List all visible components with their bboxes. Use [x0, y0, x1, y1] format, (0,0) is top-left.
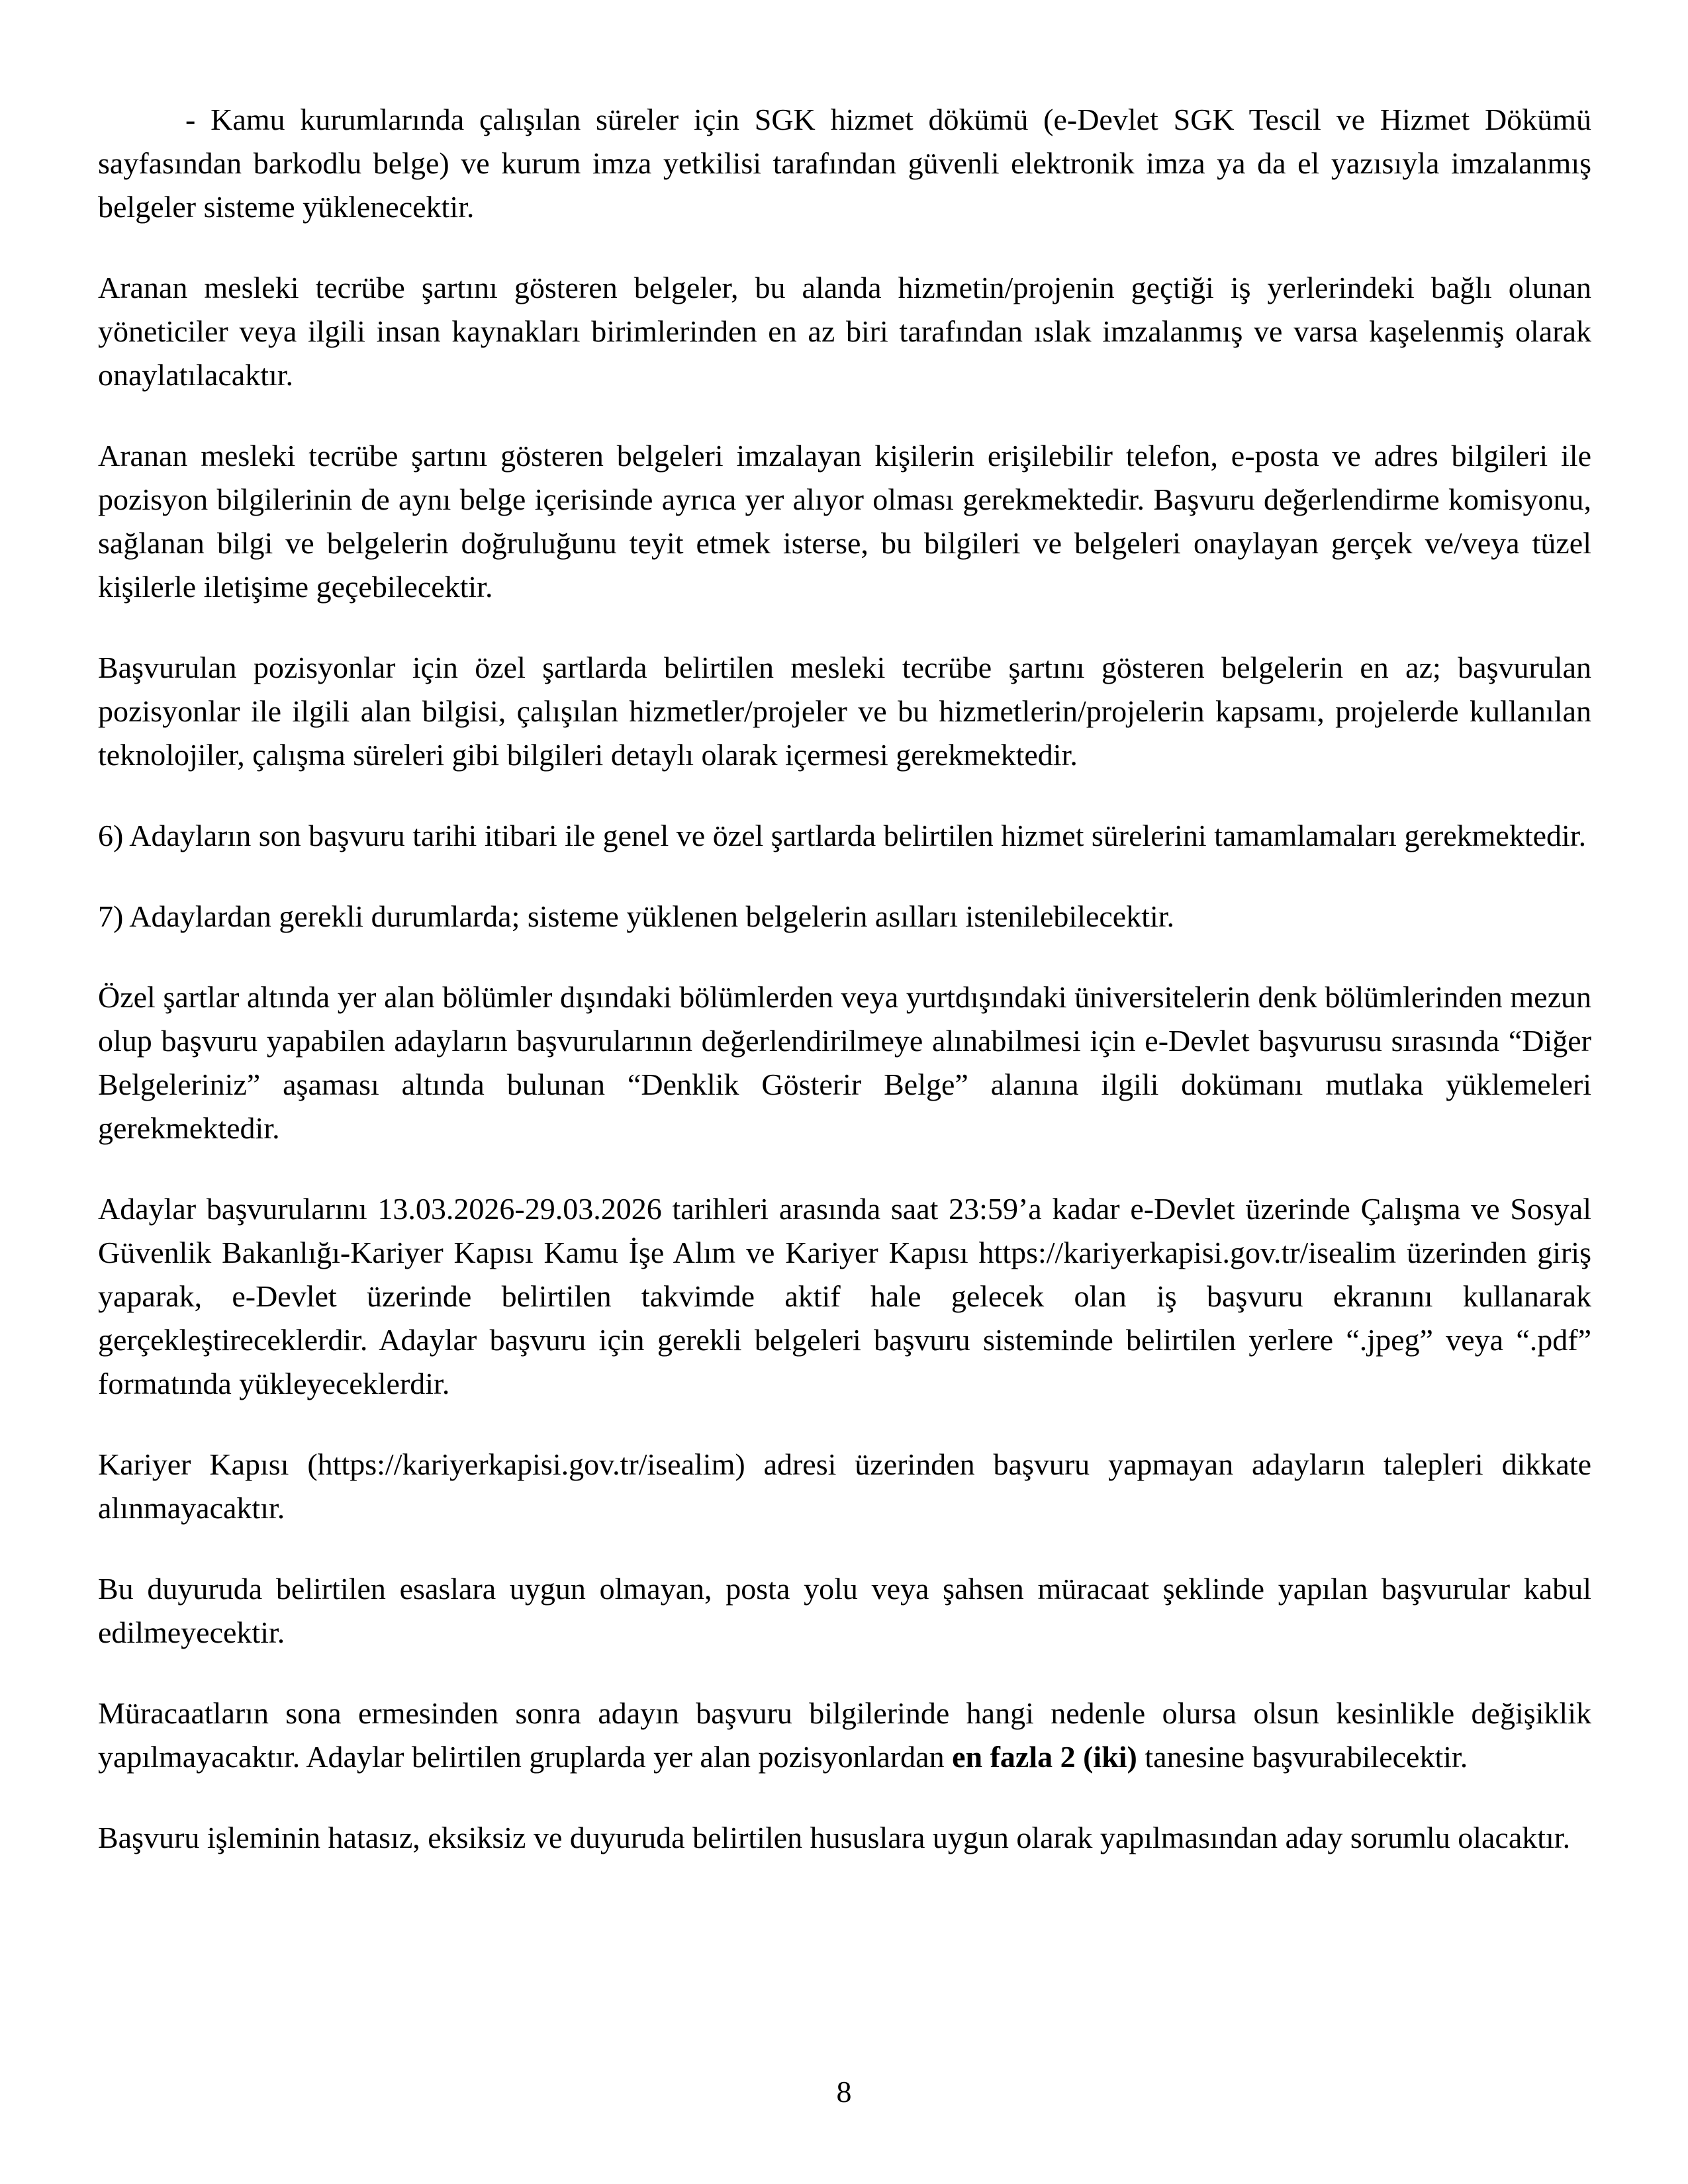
paragraph-belge-imzalayan-kisiler: Aranan mesleki tecrübe şartını gösteren belgeleri imzalayan kişilerin erişilebilir telefon, e-posta ve adres bilgileri ile pozisyon bilgilerinin de aynı belge içerisinde ayrıca yer alıyor olması gerekmektedir. Başvuru değerlendirme komisyonu, sağlanan bilgi ve belgelerin doğruluğunu teyit etmek isterse, bu bilgileri ve belgeleri onaylayan gerçek ve/veya tüzel kişilerle iletişime geçebilecektir. [98, 439, 1591, 604]
paragraph-ozel-sartlar-denklik: Özel şartlar altında yer alan bölümler dışındaki bölümlerden veya yurtdışındaki üniversitelerin denk bölümlerinden mezun olup başvuru yapabilen adayların başvurularının değerlendirilmeye alınabilmesi için e-Devlet başvurusu sırasında “Diğer Belgeleriniz” aşaması altında bulunan “Denklik Gösterir Belge” alanına ilgili dokümanı mutlaka yüklemeleri gerekmektedir. [98, 980, 1591, 1145]
paragraph-madde-6: 6) Adayların son başvuru tarihi itibari ile genel ve özel şartlarda belirtilen hizmet sürelerini tamamlamaları gerekmektedir. [98, 819, 1587, 852]
document-body [98, 98, 1591, 1860]
paragraph-basvurulan-pozisyonlar: Başvurulan pozisyonlar için özel şartlarda belirtilen mesleki tecrübe şartını gösteren belgelerin en az; başvurulan pozisyonlar ile ilgili alan bilgisi, çalışılan hizmetler/projeler ve bu hizmetlerin/projelerin kapsamı, projelerde kullanılan teknolojiler, çalışma süreleri gibi bilgileri detaylı olarak içermesi gerekmektedir. [98, 651, 1591, 772]
page-number: 8 [836, 2075, 852, 2109]
paragraph-muracaat-degisiklik-before: Müracaatların sona ermesinden sonra adayın başvuru bilgilerinde hangi nedenle olursa olsun kesinlikle değişiklik yapılmayacaktır. Adaylar belirtilen gruplarda yer alan pozisyonlardan [98, 1696, 1591, 1774]
paragraph-basvuru-sorumluluk: Başvuru işleminin hatasız, eksiksiz ve duyuruda belirtilen hususlara uygun olarak yapılmasından aday sorumlu olacaktır. [98, 1821, 1571, 1854]
paragraph-muracaat-degisiklik [98, 1692, 1591, 1779]
paragraph-muracaat-degisiklik-bold: en fazla 2 (iki) [952, 1740, 1137, 1774]
paragraph-kariyer-kapisi-adres: Kariyer Kapısı (https://kariyerkapisi.gov.tr/isealim) adresi üzerinden başvuru yapmayan adayların talepleri dikkate alınmayacaktır. [98, 1447, 1591, 1525]
paragraph-muracaat-degisiklik-after: tanesine başvurabilecektir. [1137, 1740, 1468, 1774]
paragraph-sgk-hizmet-dokumu: - Kamu kurumlarında çalışılan süreler için SGK hizmet dökümü (e-Devlet SGK Tescil ve Hizmet Dökümü sayfasından barkodlu belge) ve kurum imza yetkilisi tarafından güvenli elektronik imza ya da el yazısıyla imzalanmış belgeler sisteme yüklenecektir. [98, 103, 1591, 224]
paragraph-basvuru-tarihleri: Adaylar başvurularını 13.03.2026-29.03.2026 tarihleri arasında saat 23:59’a kadar e-Devlet üzerinde Çalışma ve Sosyal Güvenlik Bakanlığı-Kariyer Kapısı Kamu İşe Alım ve Kariyer Kapısı https://kariyerkapisi.gov.tr/isealim üzerinden giriş yaparak, e-Devlet üzerinde belirtilen takvimde aktif hale gelecek olan iş başvuru ekranını kullanarak gerçekleştireceklerdir. Adaylar başvuru için gerekli belgeleri başvuru sisteminde belirtilen yerlere “.jpeg” veya “.pdf” formatında yükleyeceklerdir. [98, 1192, 1591, 1400]
paragraph-madde-7: 7) Adaylardan gerekli durumlarda; sisteme yüklenen belgelerin asılları istenilebilecektir. [98, 899, 1175, 933]
paragraph-mesleki-tecrube-belgeler: Aranan mesleki tecrübe şartını gösteren belgeler, bu alanda hizmetin/projenin geçtiği iş yerlerindeki bağlı olunan yöneticiler veya ilgili insan kaynakları birimlerinden en az biri tarafından ıslak imzalanmış ve varsa kaşelenmiş olarak onaylatılacaktır. [98, 271, 1591, 392]
paragraph-posta-sahsen-muracaat: Bu duyuruda belirtilen esaslara uygun olmayan, posta yolu veya şahsen müracaat şeklinde yapılan başvurular kabul edilmeyecektir. [98, 1572, 1591, 1649]
